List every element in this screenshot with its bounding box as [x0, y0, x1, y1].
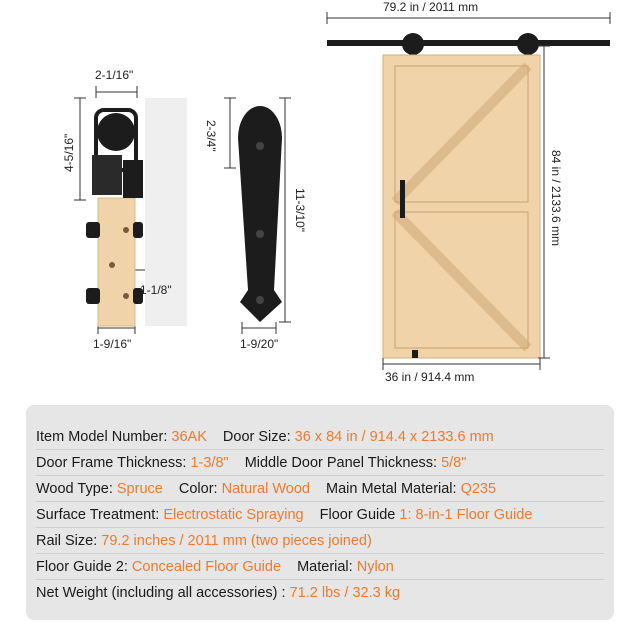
hanger-gap-label: 1-1/8": [140, 283, 172, 297]
strap-hanger-illustration: [200, 0, 320, 360]
hanger-height-label: 4-5/16": [62, 133, 76, 172]
spec-value: Concealed Floor Guide: [131, 559, 282, 575]
spec-value: Natural Wood: [221, 481, 310, 497]
spec-label: Floor Guide: [319, 507, 400, 523]
spec-value: 1-3/8": [190, 455, 229, 471]
door-width-label: 36 in / 914.4 mm: [385, 370, 475, 384]
hanger-width-bottom-label: 1-9/16": [93, 337, 132, 351]
rail-length-label: 79.2 in / 2011 mm: [383, 0, 479, 14]
spec-value: 36 x 84 in / 914.4 x 2133.6 mm: [294, 429, 494, 445]
door-height-label: 84 in / 2133.6 mm: [549, 150, 563, 247]
strap-wheel-height-label: 2-3/4": [204, 120, 218, 152]
spec-label: Main Metal Material:: [326, 481, 461, 497]
spec-value: Electrostatic Spraying: [163, 507, 304, 523]
spec-label: Door Frame Thickness:: [36, 455, 191, 471]
spec-value: Q235: [460, 481, 497, 497]
spec-value: 79.2 inches / 2011 mm (two pieces joined): [101, 533, 372, 549]
spec-label: Color:: [178, 481, 222, 497]
strap-width-label: 1-9/20": [240, 337, 279, 351]
barn-door-illustration: [320, 0, 640, 400]
spec-value: Spruce: [116, 481, 163, 497]
spec-value: 71.2 lbs / 32.3 kg: [289, 585, 401, 601]
spec-label: Door Size:: [222, 429, 295, 445]
strap-length-label: 11-3/10": [293, 188, 307, 233]
spec-value: 1: 8-in-1 Floor Guide: [399, 507, 533, 523]
spec-label: Middle Door Panel Thickness:: [244, 455, 442, 471]
spec-label: Floor Guide 2:: [36, 559, 132, 575]
spec-row: [36, 555, 604, 580]
spec-label: Wood Type:: [36, 481, 117, 497]
spec-row: [36, 451, 604, 476]
spec-row: [36, 477, 604, 502]
spec-row: [36, 503, 604, 528]
spec-label: Rail Size:: [36, 533, 102, 549]
hanger-width-top-label: 2-1/16": [95, 68, 134, 82]
spec-value: 36AK: [171, 429, 207, 445]
spec-label: Net Weight (including all accessories) :: [36, 585, 290, 601]
spec-panel: [26, 405, 614, 620]
spec-row: [36, 581, 604, 606]
spec-label: Material:: [297, 559, 357, 575]
side-view-illustration: [0, 0, 200, 360]
spec-row: [36, 529, 604, 554]
spec-value: Nylon: [356, 559, 394, 575]
spec-value: 5/8": [441, 455, 467, 471]
spec-row: [36, 425, 604, 450]
spec-label: Item Model Number:: [36, 429, 172, 445]
spec-label: Surface Treatment:: [36, 507, 164, 523]
